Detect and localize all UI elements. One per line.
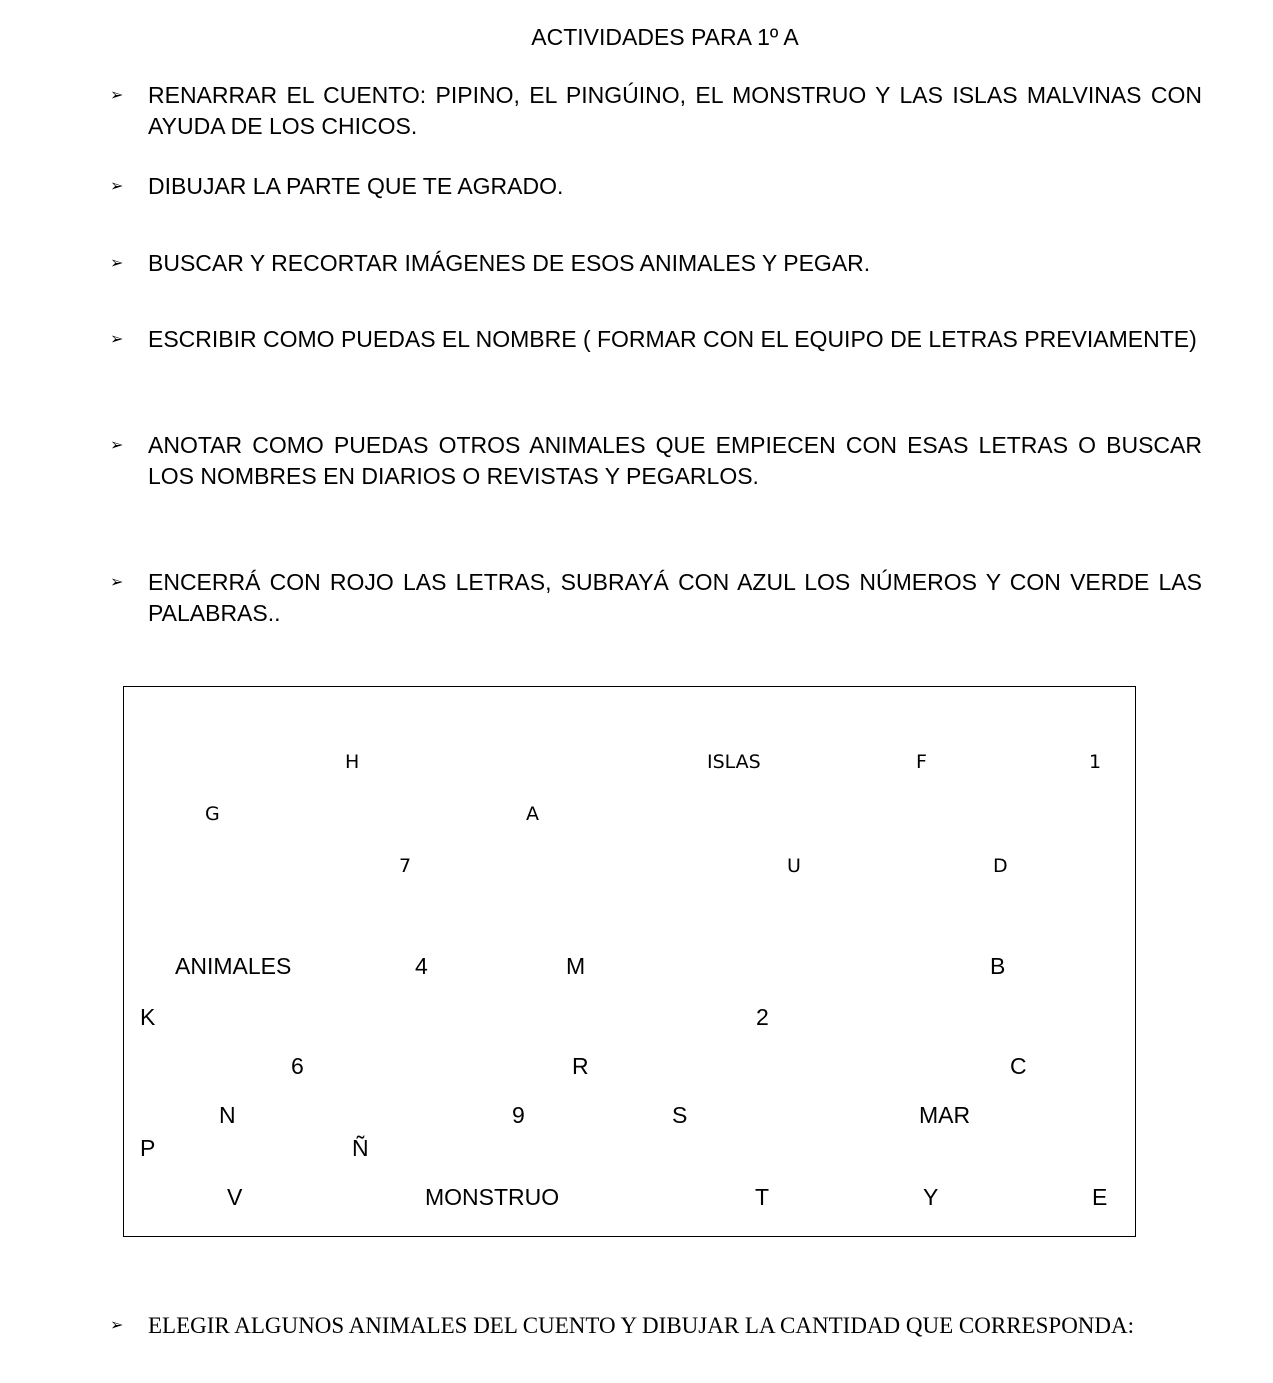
arrowhead-bullet-icon: ➢ bbox=[110, 331, 124, 348]
activity-item bbox=[110, 324, 1202, 355]
activity-text: ANOTAR COMO PUEDAS OTROS ANIMALES QUE EMPIECEN CON ESAS LETRAS O BUSCAR LOS NOMBRES EN DIARIOS O REVISTAS Y PEGARLOS. bbox=[148, 432, 1202, 489]
box-letter: B bbox=[990, 953, 1006, 979]
box-letter: G bbox=[205, 803, 220, 825]
arrowhead-bullet-icon: ➢ bbox=[110, 574, 124, 591]
arrowhead-bullet-icon: ➢ bbox=[110, 1317, 124, 1334]
box-letter: U bbox=[787, 855, 801, 877]
activity-item bbox=[110, 171, 1202, 202]
final-activity-item bbox=[110, 1312, 1202, 1340]
box-letter: S bbox=[672, 1102, 688, 1128]
box-number: 9 bbox=[512, 1102, 525, 1128]
activity-text: ESCRIBIR COMO PUEDAS EL NOMBRE ( FORMAR CON EL EQUIPO DE LETRAS PREVIAMENTE) bbox=[148, 326, 1197, 352]
box-word: ISLAS bbox=[707, 751, 761, 773]
box-letter: D bbox=[993, 855, 1008, 877]
box-word: MONSTRUO bbox=[425, 1184, 560, 1210]
box-letter: H bbox=[345, 751, 360, 773]
arrowhead-bullet-icon: ➢ bbox=[110, 437, 124, 454]
box-letter: N bbox=[219, 1102, 236, 1128]
box-letter: F bbox=[916, 751, 927, 773]
activity-item bbox=[110, 430, 1202, 492]
box-number: 4 bbox=[415, 953, 428, 979]
box-letter: P bbox=[140, 1135, 156, 1161]
activity-item bbox=[110, 567, 1202, 629]
box-letter: R bbox=[572, 1053, 589, 1079]
box-letter: Ñ bbox=[352, 1135, 369, 1161]
activity-text: DIBUJAR LA PARTE QUE TE AGRADO. bbox=[148, 173, 564, 199]
box-number: 6 bbox=[291, 1053, 304, 1079]
box-letter: C bbox=[1010, 1053, 1027, 1079]
final-activity-text: ELEGIR ALGUNOS ANIMALES DEL CUENTO Y DIBUJAR LA CANTIDAD QUE CORRESPONDA: bbox=[148, 1313, 1135, 1338]
box-number: 2 bbox=[756, 1004, 769, 1030]
box-letter: Y bbox=[923, 1184, 939, 1210]
arrowhead-bullet-icon: ➢ bbox=[110, 87, 124, 104]
box-word: ANIMALES bbox=[175, 953, 292, 979]
activity-item bbox=[110, 248, 1202, 279]
arrowhead-bullet-icon: ➢ bbox=[110, 178, 124, 195]
arrowhead-bullet-icon: ➢ bbox=[110, 255, 124, 272]
page-title: ACTIVIDADES PARA 1º A bbox=[531, 24, 799, 50]
box-letter: T bbox=[755, 1184, 770, 1210]
box-word: MAR bbox=[919, 1102, 971, 1128]
box-letter: E bbox=[1092, 1184, 1108, 1210]
activity-text: RENARRAR EL CUENTO: PIPINO, EL PINGÚINO, EL MONSTRUO Y LAS ISLAS MALVINAS CON AYUDA DE LOS CHICOS. bbox=[148, 82, 1202, 139]
activity-text: ENCERRÁ CON ROJO LAS LETRAS, SUBRAYÁ CON AZUL LOS NÚMEROS Y CON VERDE LAS PALABRAS.. bbox=[148, 569, 1202, 626]
box-letter: A bbox=[526, 803, 539, 825]
box-number: 7 bbox=[399, 855, 412, 877]
activity-text: BUSCAR Y RECORTAR IMÁGENES DE ESOS ANIMALES Y PEGAR. bbox=[148, 250, 871, 276]
box-letter: M bbox=[566, 953, 586, 979]
activity-item bbox=[110, 80, 1202, 142]
box-letter: V bbox=[227, 1184, 243, 1210]
box-letter: K bbox=[140, 1004, 156, 1030]
box-number: 1 bbox=[1089, 751, 1102, 773]
